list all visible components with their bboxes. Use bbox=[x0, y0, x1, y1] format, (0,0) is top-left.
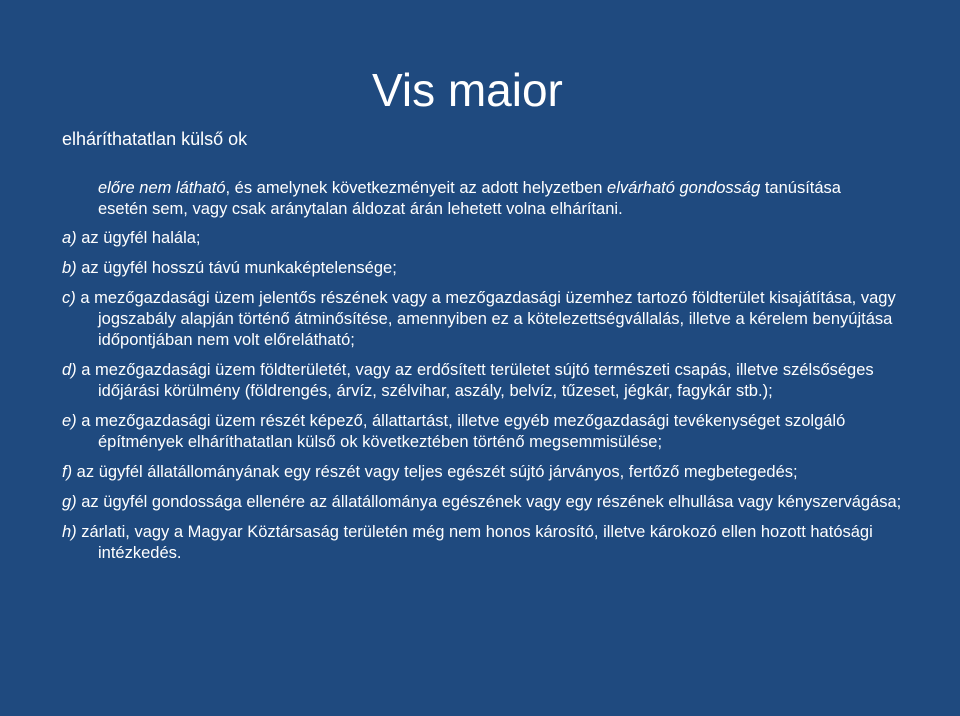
list-item-letter: d) bbox=[62, 361, 77, 379]
list-item bbox=[62, 411, 912, 453]
list-item-text: a mezőgazdasági üzem földterületét, vagy az erdősített területet sújtó természeti csapás, illetve szélsőséges időjárási körülmény (földrengés, árvíz, szélvihar, aszály, belvíz, tűzeset, jégkár, fagykár stb.); bbox=[76, 361, 874, 400]
definition-emphasis-2: elvárható gondosság bbox=[607, 179, 761, 197]
list-item-letter: a) bbox=[62, 229, 77, 247]
list-item bbox=[62, 288, 912, 351]
list-item-letter: h) bbox=[62, 523, 77, 541]
definition-text-2: tanúsítása esetén sem, vagy csak aránytalan áldozat árán lehetett volna elhárítani. bbox=[98, 179, 841, 218]
definition-emphasis-1: előre nem látható bbox=[98, 179, 226, 197]
slide-subtitle: elháríthatatlan külső ok bbox=[62, 129, 248, 149]
list-item-letter: f) bbox=[62, 463, 73, 481]
force-majeure-list bbox=[62, 228, 912, 573]
list-item-letter: e) bbox=[62, 412, 77, 430]
list-item-text: az ügyfél hosszú távú munkaképtelensége; bbox=[76, 259, 397, 277]
list-item-text: zárlati, vagy a Magyar Köztársaság területén még nem honos károsító, illetve károkozó ellen hozott hatósági intézkedés. bbox=[76, 523, 873, 562]
list-item-letter: g) bbox=[62, 493, 77, 511]
list-item bbox=[62, 258, 912, 279]
list-item-letter: c) bbox=[62, 289, 76, 307]
list-item bbox=[62, 462, 912, 483]
list-item-text: az ügyfél gondossága ellenére az állatállománya egészének vagy egy részének elhullása vagy kényszervágása; bbox=[76, 493, 902, 511]
list-item-text: a mezőgazdasági üzem részét képező, állattartást, illetve egyéb mezőgazdasági tevékenységet szolgáló építmények elháríthatatlan külső ok következtében történő megsemmisülése; bbox=[76, 412, 846, 451]
list-item bbox=[62, 228, 912, 249]
list-item-text: az ügyfél halála; bbox=[76, 229, 201, 247]
list-item-text: a mezőgazdasági üzem jelentős részének vagy a mezőgazdasági üzemhez tartozó földterület kisajátítása, vagy jogszabály alapján történő átminősítése, amennyiben ez a kötelezettségvállalás, illetve a kérelem benyújtása időpontjában nem volt előrelátható; bbox=[75, 289, 896, 349]
list-item bbox=[62, 360, 912, 402]
list-item-text: az ügyfél állatállományának egy részét vagy teljes egészét sújtó járványos, fertőző megbetegedés; bbox=[72, 463, 798, 481]
list-item-letter: b) bbox=[62, 259, 77, 277]
definition-paragraph bbox=[98, 178, 888, 220]
list-item bbox=[62, 522, 912, 564]
definition-text-1: , és amelynek következményeit az adott helyzetben bbox=[225, 179, 608, 197]
list-item bbox=[62, 492, 912, 513]
slide-title: Vis maior bbox=[372, 64, 563, 116]
